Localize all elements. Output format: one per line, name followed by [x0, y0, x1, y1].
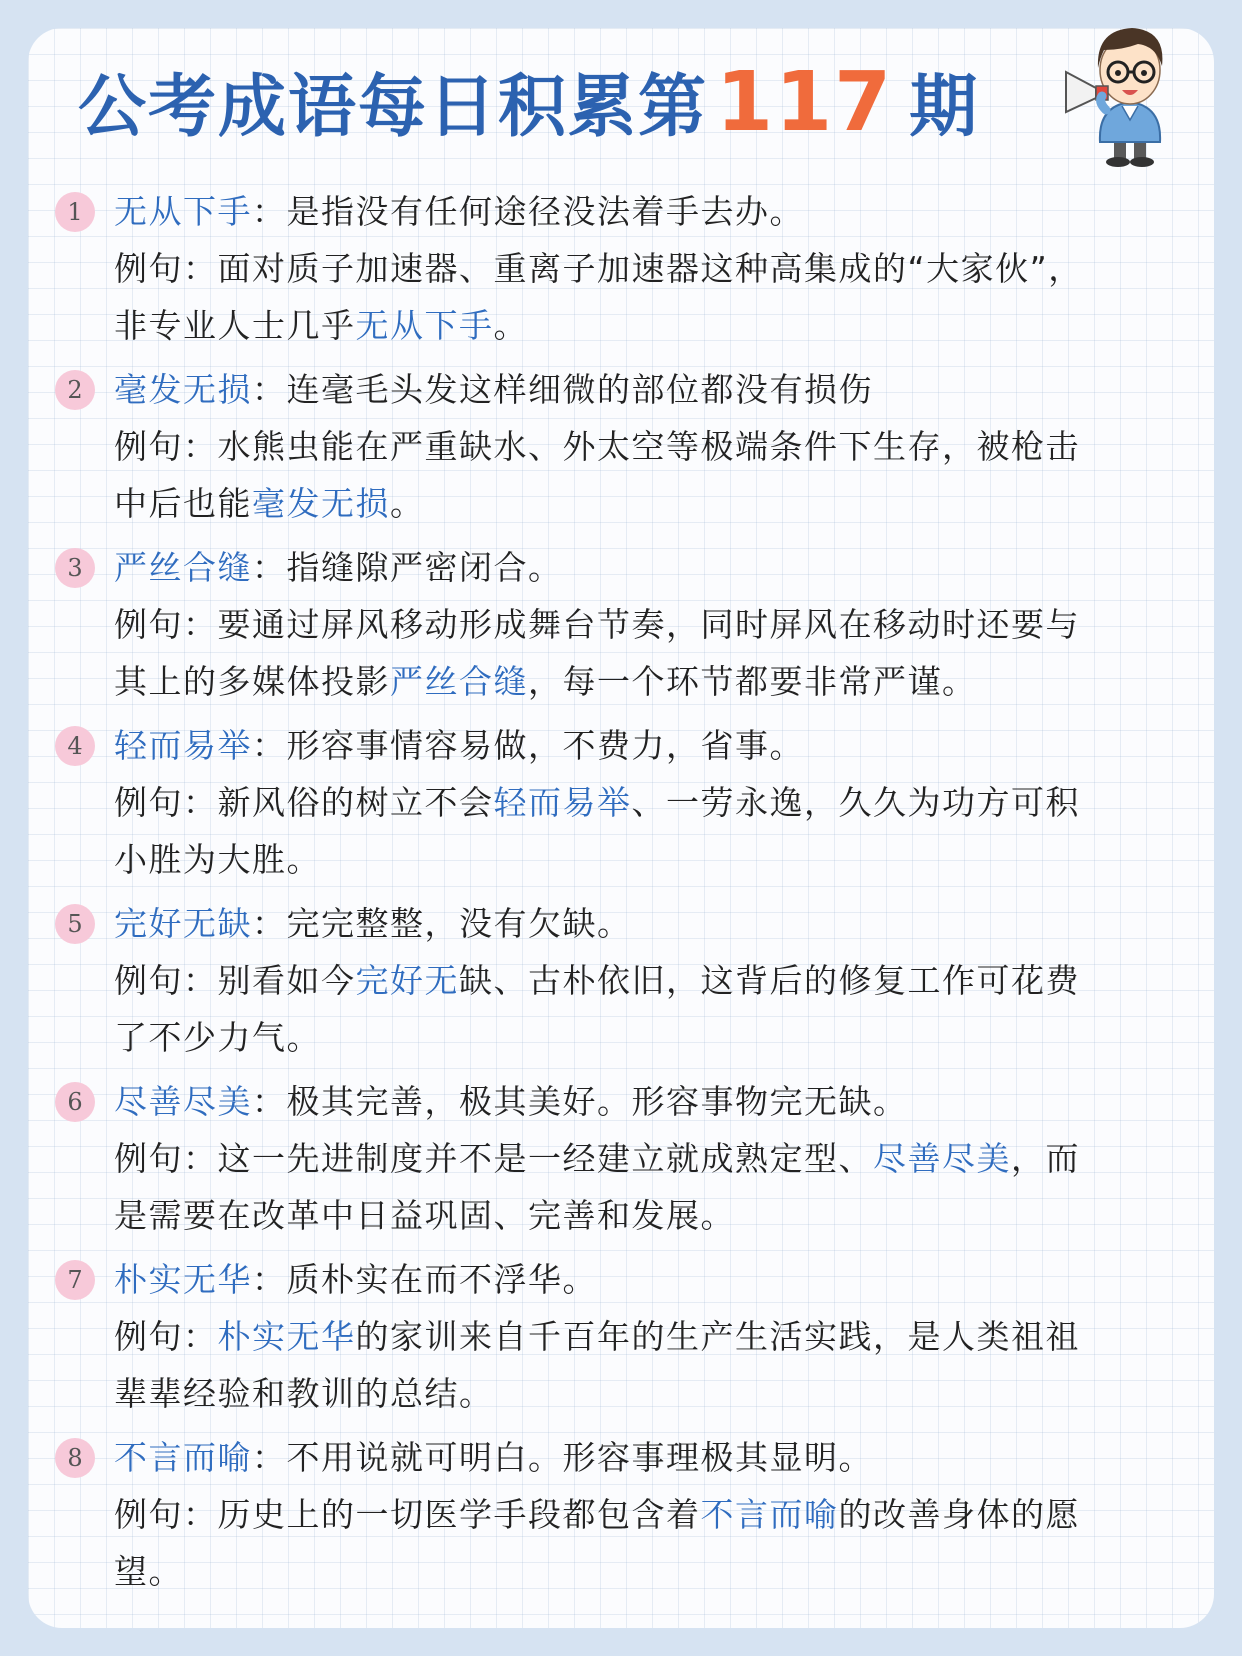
example-line [114, 1135, 1080, 1183]
item-number-badge: 4 [55, 726, 95, 766]
item-number-badge: 3 [55, 548, 95, 588]
example-line [114, 658, 977, 706]
definition-line [114, 900, 632, 948]
definition-line [114, 1256, 597, 1304]
idiom-term: 毫发无损 [114, 370, 252, 409]
example-text-after: 的改善身体的愿 [838, 1495, 1080, 1534]
example-text: 辈辈经验和教训的总结。 [114, 1374, 494, 1413]
example-text-after: 。 [493, 306, 528, 345]
title-suffix: 期 [909, 68, 980, 147]
example-highlight: 严丝合缝 [390, 662, 528, 701]
example-highlight: 完好无 [355, 961, 459, 1000]
idiom-definition: ：质朴实在而不浮华。 [252, 1260, 597, 1299]
example-text: 了不少力气。 [114, 1018, 321, 1057]
example-highlight: 轻而易举 [493, 783, 632, 822]
example-highlight: 无从下手 [355, 306, 494, 345]
idiom-term: 轻而易举 [114, 726, 252, 765]
example-text: 例句：水熊虫能在严重缺水、外太空等极端条件下生存，被枪击 [114, 427, 1080, 466]
title-prefix: 公考成语每日积累第 [78, 68, 709, 147]
example-line [114, 836, 321, 884]
item-number-badge: 8 [55, 1438, 95, 1478]
definition-line [114, 1434, 873, 1482]
example-text: 中后也能 [114, 484, 252, 523]
example-line [114, 423, 1080, 471]
example-highlight: 尽善尽美 [873, 1139, 1011, 1178]
example-line [114, 957, 1080, 1005]
idiom-term: 完好无缺 [114, 904, 252, 943]
idiom-definition: ：指缝隙严密闭合。 [252, 548, 563, 587]
example-text-after: 缺、古朴依旧，这背后的修复工作可花费 [459, 961, 1080, 1000]
example-line [114, 1370, 494, 1418]
example-text: 非专业人士几乎 [114, 306, 356, 345]
example-text-after: ，每一个环节都要非常严谨。 [528, 662, 977, 701]
idiom-definition: ：连毫毛头发这样细微的部位都没有损伤 [252, 370, 873, 409]
example-text-after: 的家训来自千百年的生产生活实践，是人类祖祖 [355, 1317, 1080, 1356]
idiom-definition: ：极其完善，极其美好。形容事物完无缺。 [252, 1082, 908, 1121]
idiom-term: 不言而喻 [114, 1438, 252, 1477]
idiom-definition: ：形容事情容易做，不费力，省事。 [252, 726, 804, 765]
issue-number: 117 [716, 55, 894, 150]
example-highlight: 不言而喻 [700, 1495, 839, 1534]
example-line [114, 302, 528, 350]
example-line [114, 601, 1080, 649]
example-text: 是需要在改革中日益巩固、完善和发展。 [114, 1196, 735, 1235]
example-text: 例句：要通过屏风移动形成舞台节奏，同时屏风在移动时还要与 [114, 605, 1080, 644]
definition-line [114, 1078, 908, 1126]
idiom-definition: ：完完整整，没有欠缺。 [252, 904, 632, 943]
example-line [114, 779, 1080, 827]
idiom-term: 严丝合缝 [114, 548, 252, 587]
idiom-term: 朴实无华 [114, 1260, 252, 1299]
definition-line [114, 188, 804, 236]
example-text-after: ，而 [1011, 1139, 1080, 1178]
example-highlight: 毫发无损 [252, 484, 390, 523]
example-text-after: 、一劳永逸，久久为功方可积 [631, 783, 1080, 822]
example-line [114, 245, 1083, 293]
item-number-badge: 5 [55, 904, 95, 944]
example-text: 小胜为大胜。 [114, 840, 321, 879]
idiom-definition: ：是指没有任何途径没法着手去办。 [252, 192, 804, 231]
example-text: 其上的多媒体投影 [114, 662, 390, 701]
cartoon-teacher-with-megaphone-icon [1052, 10, 1222, 170]
item-number-badge: 6 [55, 1082, 95, 1122]
example-text: 望。 [114, 1552, 183, 1591]
example-text: 例句：新风俗的树立不会 [114, 783, 494, 822]
example-text: 例句： [114, 1317, 218, 1356]
example-text: 例句：别看如今 [114, 961, 356, 1000]
example-line [114, 1548, 183, 1596]
example-line [114, 1014, 321, 1062]
page-title [78, 55, 980, 150]
example-text-after: 。 [390, 484, 425, 523]
item-number-badge: 7 [55, 1260, 95, 1300]
example-line [114, 1313, 1080, 1361]
idiom-definition: ：不用说就可明白。形容事理极其显明。 [252, 1438, 873, 1477]
definition-line [114, 722, 804, 770]
example-text: 例句：面对质子加速器、重离子加速器这种高集成的“大家伙”， [114, 249, 1083, 288]
example-line [114, 1491, 1080, 1539]
definition-line [114, 366, 873, 414]
example-text: 例句：这一先进制度并不是一经建立就成熟定型、 [114, 1139, 873, 1178]
example-text: 例句：历史上的一切医学手段都包含着 [114, 1495, 701, 1534]
example-line [114, 1192, 735, 1240]
example-highlight: 朴实无华 [217, 1317, 356, 1356]
definition-line [114, 544, 563, 592]
item-number-badge: 2 [55, 370, 95, 410]
idiom-term: 尽善尽美 [114, 1082, 252, 1121]
item-number-badge: 1 [55, 192, 95, 232]
idiom-term: 无从下手 [114, 192, 252, 231]
example-line [114, 480, 425, 528]
